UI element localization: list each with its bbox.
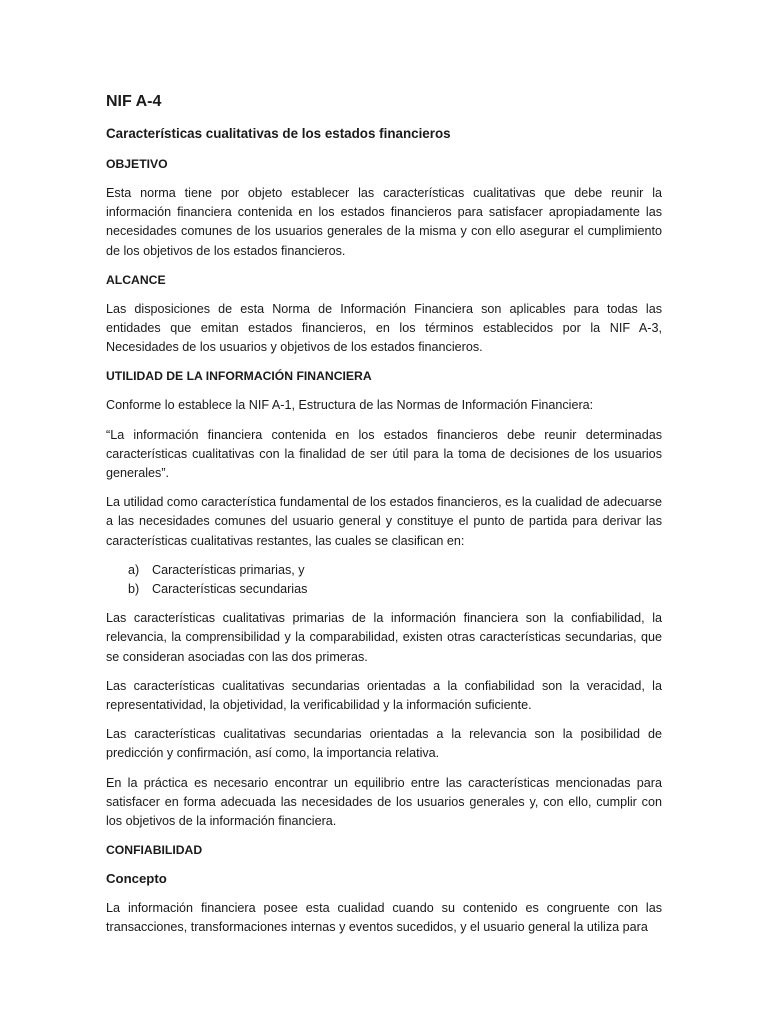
objetivo-paragraph: Esta norma tiene por objeto establecer las características cualitativas que debe reunir la información financiera contenida en los estados financieros para satisfacer apropiadamente las necesidades comunes de los usuarios generales de la misma y con ello asegurar el cumplimiento de los objetivos de los estados financieros. <box>106 186 662 258</box>
concepto-heading: Concepto <box>106 871 167 887</box>
concepto-paragraph: La información financiera posee esta cualidad cuando su contenido es congruente con las transacciones, transformaciones internas y eventos sucedidos, y el usuario general la utiliza para <box>106 901 662 935</box>
characteristics-list <box>106 561 662 599</box>
document-title: NIF A-4 <box>106 93 162 110</box>
list-item <box>128 561 662 580</box>
document-subtitle: Características cualitativas de los estados financieros <box>106 126 451 141</box>
objetivo-heading: OBJETIVO <box>106 157 168 171</box>
utilidad-quote-paragraph: “La información financiera contenida en los estados financieros debe reunir determinadas características cualitativas con la finalidad de ser útil para la toma de decisiones de los usuarios generales”. <box>106 427 662 481</box>
relevancia-secundarias-paragraph: Las características cualitativas secundarias orientadas a la relevancia son la posibilidad de predicción y confirmación, así como, la importancia relativa. <box>106 727 662 761</box>
alcance-paragraph: Las disposiciones de esta Norma de Información Financiera son aplicables para todas las entidades que emitan estados financieros, en los términos establecidos por la NIF A-3, Necesidades de los usuarios y objetivos de los estados financieros. <box>106 301 662 355</box>
confiabilidad-heading: CONFIABILIDAD <box>106 843 203 858</box>
list-marker: b) <box>128 582 140 597</box>
utilidad-paragraph-1: Conforme lo establece la NIF A-1, Estructura de las Normas de Información Financiera: <box>106 398 594 413</box>
list-item-text: Características primarias, y <box>152 562 305 577</box>
equilibrio-paragraph: En la práctica es necesario encontrar un equilibrio entre las características mencionadas para satisfacer en forma adecuada las necesidades de los usuarios generales y, con ello, cumplir con los objetivos de la información financiera. <box>106 775 662 829</box>
utilidad-paragraph-3: La utilidad como característica fundamental de los estados financieros, es la cualidad de adecuarse a las necesidades comunes del usuario general y constituye el punto de partida para derivar las características cualitativas restantes, las cuales se clasifican en: <box>106 495 662 548</box>
confiabilidad-secundarias-paragraph: Las características cualitativas secundarias orientadas a la confiabilidad son la veracidad, la representatividad, la objetividad, la verificabilidad y la información suficiente. <box>106 678 662 713</box>
alcance-heading: ALCANCE <box>106 272 166 287</box>
list-item <box>128 580 662 599</box>
utilidad-heading: UTILIDAD DE LA INFORMACIÓN FINANCIERA <box>106 369 372 384</box>
list-item-text: Características secundarias <box>152 582 308 597</box>
list-marker: a) <box>128 562 140 577</box>
primarias-paragraph: Las características cualitativas primarias de la información financiera son la confiabilidad, la relevancia, la comprensibilidad y la comparabilidad, existen otras características secundarias, que se consideran asociadas con las dos primeras. <box>106 611 662 664</box>
